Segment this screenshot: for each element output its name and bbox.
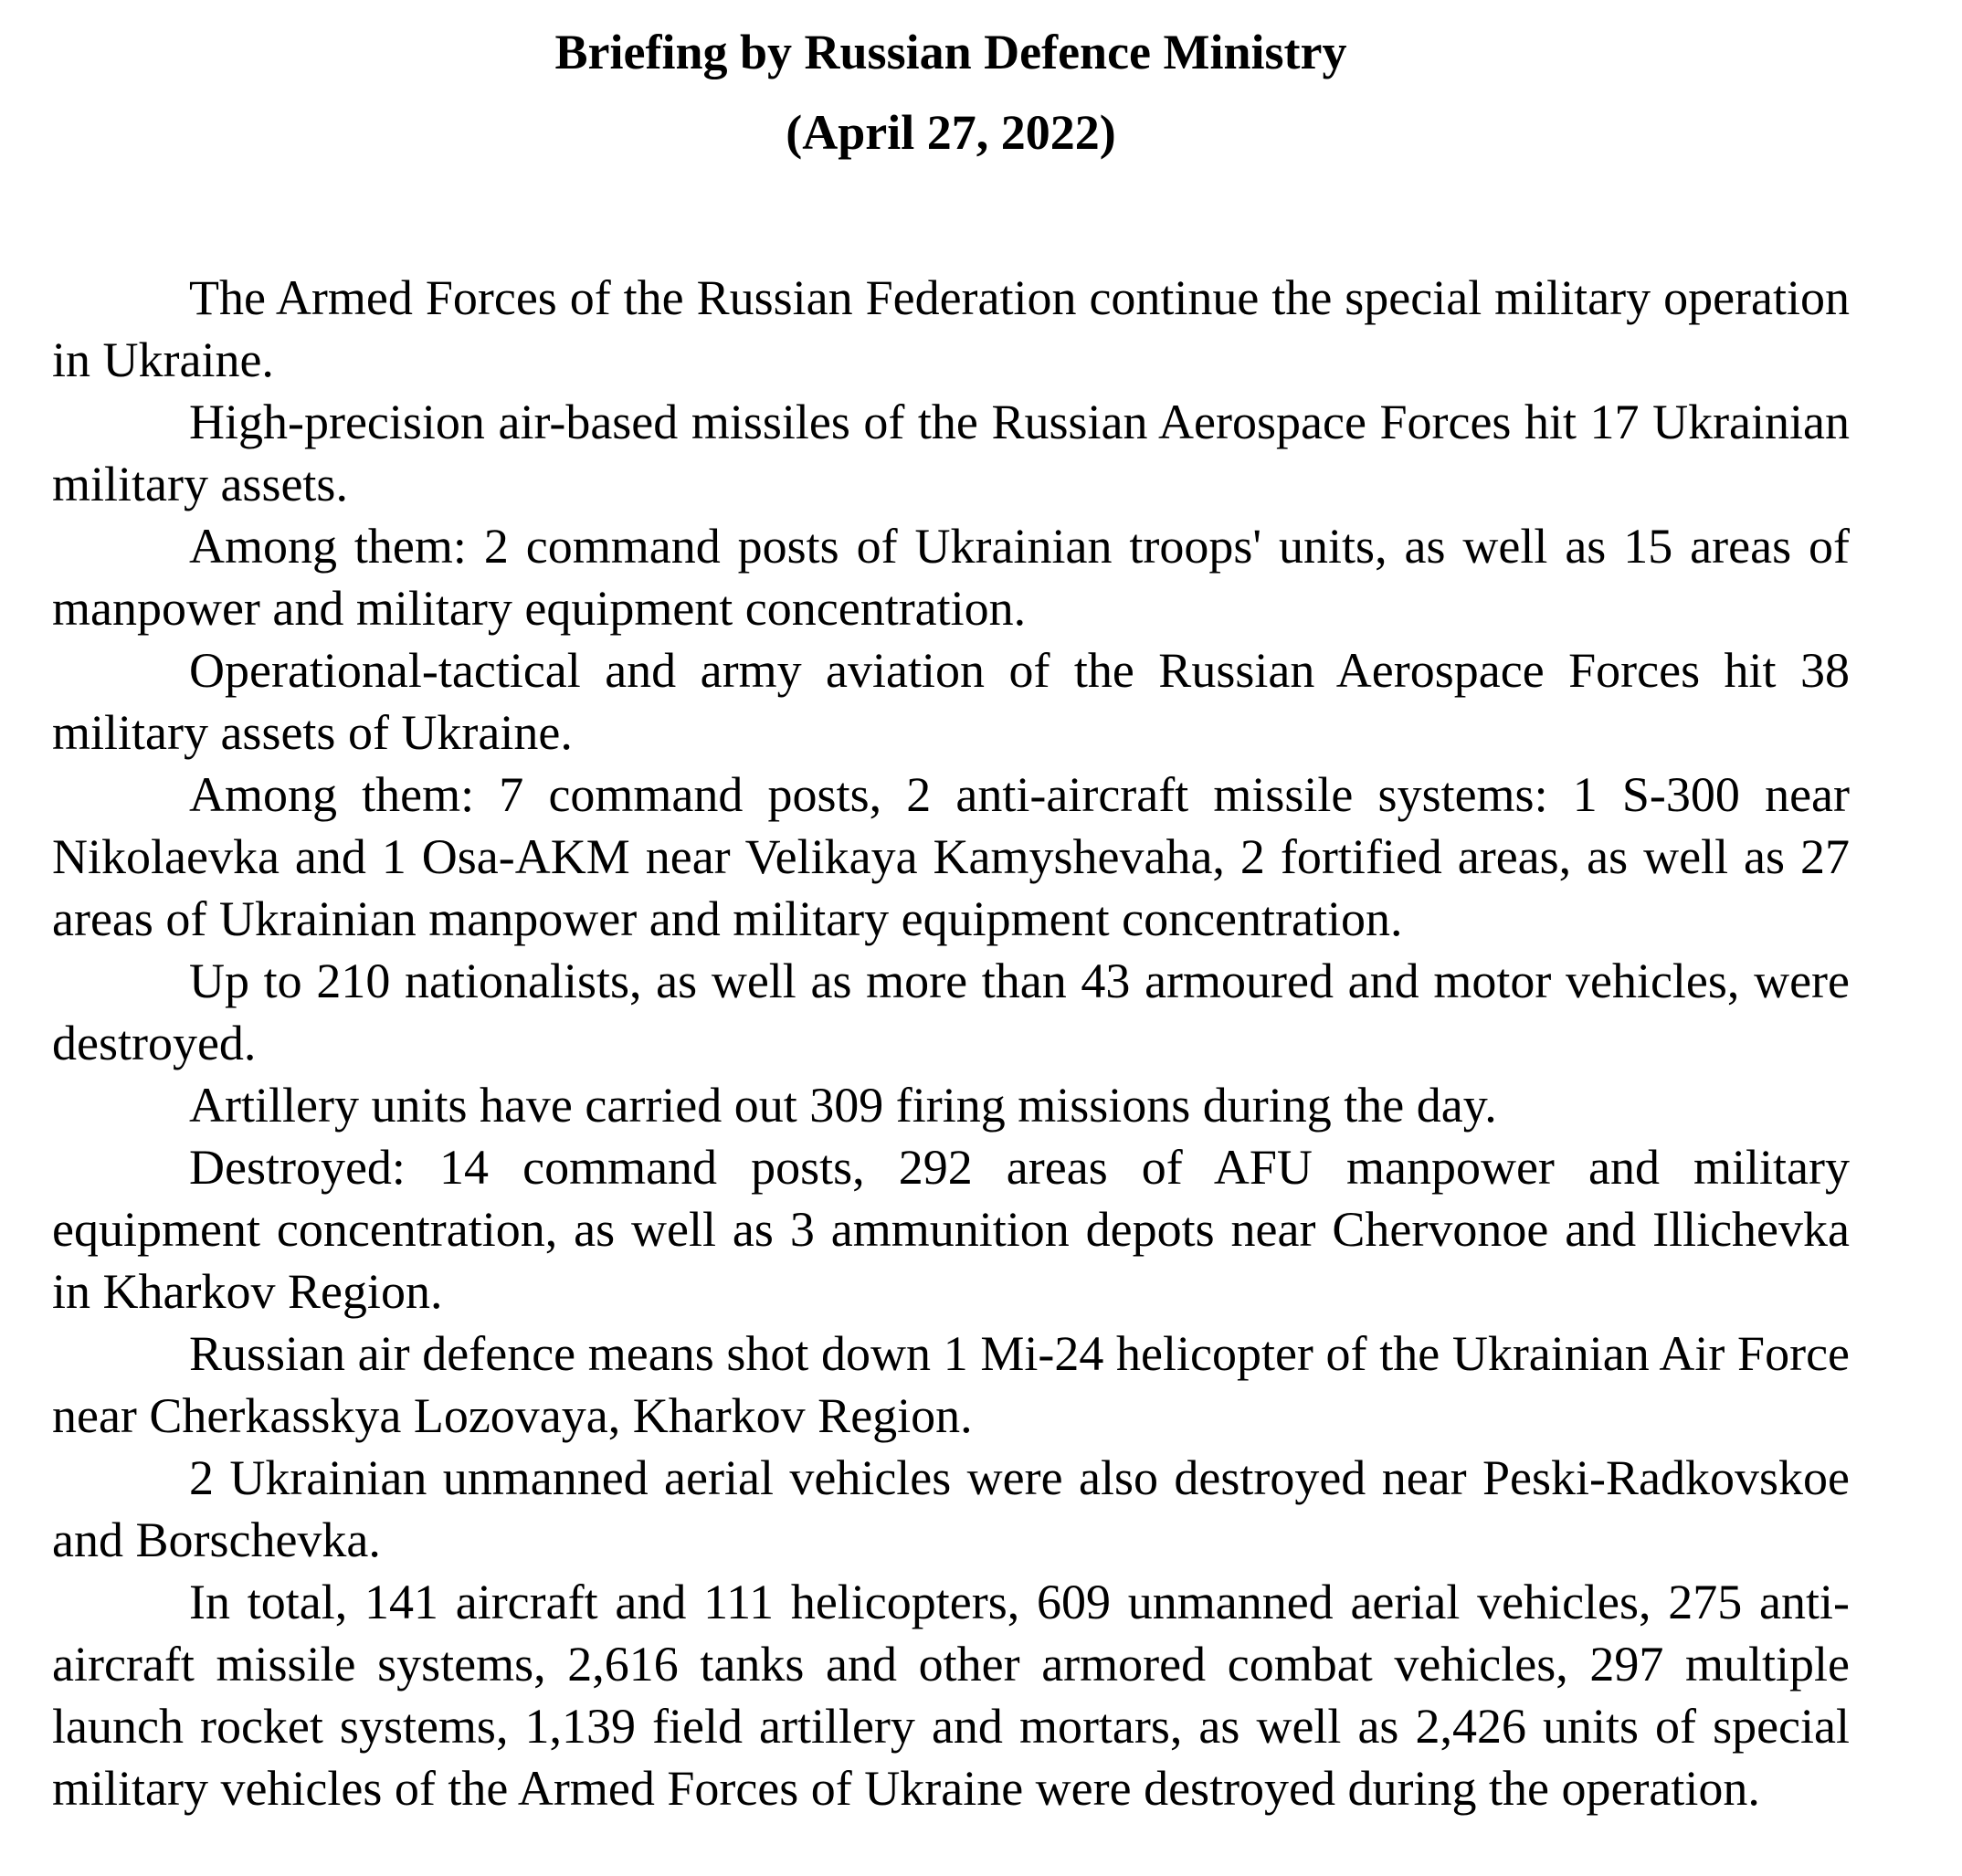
paragraph: Artillery units have carried out 309 firing missions during the day. [189, 1078, 1497, 1133]
paragraph: Among them: 7 command posts, 2 anti-aircraft missile systems: 1 S-300 near Nikolaevka and 1 Osa-AKM near Velikaya Kamyshevaha, 2 fortified areas, as well as 27 areas of Ukrainian manpower and military equipment concentration. [52, 767, 1850, 946]
paragraph: Russian air defence means shot down 1 Mi-24 helicopter of the Ukrainian Air Force near Cherkasskya Lozovaya, Kharkov Region. [52, 1326, 1850, 1443]
paragraph: High-precision air-based missiles of the Russian Aerospace Forces hit 17 Ukrainian military assets. [52, 395, 1850, 511]
paragraph: In total, 141 aircraft and 111 helicopters, 609 unmanned aerial vehicles, 275 anti-aircraft missile systems, 2,616 tanks and other armored combat vehicles, 297 multiple launch rocket systems, 1,139 field artillery and mortars, as well as 2,426 units of special military vehicles of the Armed Forces of Ukraine were destroyed during the operation. [52, 1575, 1850, 1816]
paragraph: 2 Ukrainian unmanned aerial vehicles were also destroyed near Peski-Radkovskoe and Borschevka. [52, 1450, 1850, 1567]
paragraph: The Armed Forces of the Russian Federation continue the special military operation in Ukraine. [52, 270, 1850, 387]
paragraph: Up to 210 nationalists, as well as more than 43 armoured and motor vehicles, were destroyed. [52, 954, 1850, 1070]
paragraph: Destroyed: 14 command posts, 292 areas of AFU manpower and military equipment concentration, as well as 3 ammunition depots near Chervonoe and Illichevka in Kharkov Region. [52, 1140, 1850, 1319]
document-body [52, 267, 1850, 1819]
document-date: (April 27, 2022) [786, 105, 1116, 160]
paragraph: Operational-tactical and army aviation of the Russian Aerospace Forces hit 38 military assets of Ukraine. [52, 643, 1850, 760]
document-page [52, 0, 1850, 1819]
document-title: Briefing by Russian Defence Ministry [554, 25, 1347, 79]
paragraph: Among them: 2 command posts of Ukrainian troops' units, as well as 15 areas of manpower and military equipment concentration. [52, 519, 1850, 636]
